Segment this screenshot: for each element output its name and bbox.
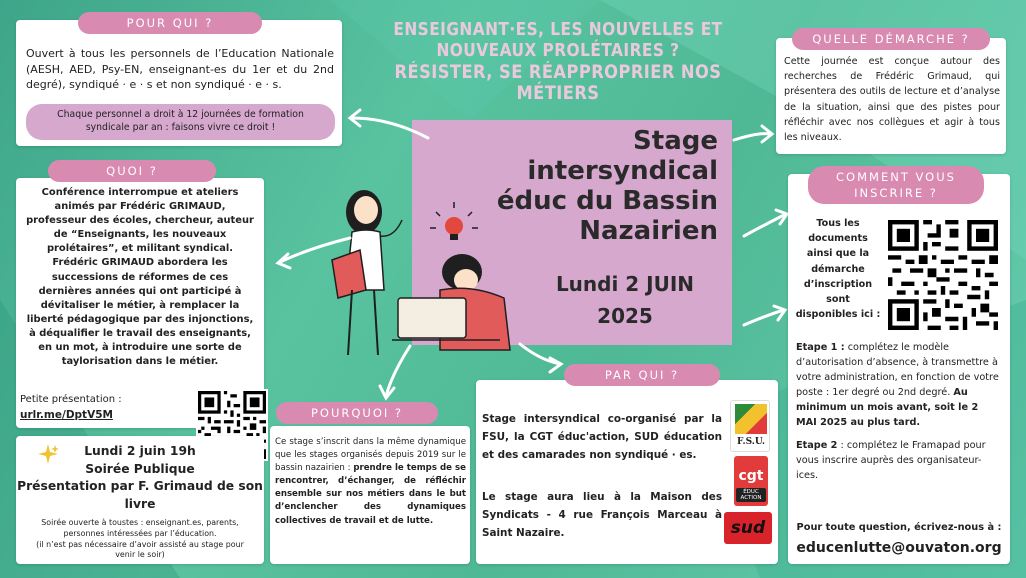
pourquoi-text [275,436,466,528]
quoi-link[interactable]: urlr.me/DptV5M [20,409,113,421]
etape-1-label: Etape 1 : [796,342,845,353]
etape-1 [796,340,1002,430]
pourquoi-label: POURQUOI ? [276,402,438,424]
inscrire-docs-line-7: disponibles ici : [795,309,881,321]
soiree-title-line-4: livre [124,496,156,511]
soiree-text-line-4: venir le soir) [115,550,165,560]
cgt-logo-text: cgt [738,468,764,484]
pour-qui-card [16,20,342,146]
stage-date-line-1: Lundi 2 JUIN [555,272,695,296]
soiree-title-line-1: Lundi 2 juin 19h [84,444,196,458]
soiree-text-line-2: personnes intéressées par l’éducation. [63,528,217,538]
etape-2 [796,438,1002,483]
inscrire-docs-line-1: Tous les [816,218,860,229]
center-title-box [412,120,732,345]
headline-line-2: NOUVEAUX PROLÉTAIRES ? [436,41,680,61]
pour-qui-note [26,104,335,140]
soiree-title-line-2: Soirée Publique [85,461,195,476]
demarche-label: QUELLE DÉMARCHE ? [792,28,990,50]
etape-2-text: : complétez le Framapad pour vous inscrire auprès des organisateur-ices. [796,440,986,481]
pour-qui-note-line-1: Chaque personnel a droit à 12 journées de formation [57,109,304,120]
headline [338,20,778,104]
soiree-text-line-1: Soirée ouverte à toustes : enseignant.es, parents, [41,518,239,527]
qr-code-icon [888,220,998,330]
stage-title-line-2: intersyndical [527,156,718,186]
par-qui-card [476,380,778,564]
inscrire-docs-line-2: documents [808,233,868,245]
fsu-logo-mark [735,404,767,434]
stage-date [530,268,720,332]
inscrire-question: Pour toute question, écrivez-nous à : [796,522,1002,533]
headline-line-3: RÉSISTER, SE RÉAPPROPRIER NOS MÉTIERS [394,62,722,104]
inscrire-docs [792,216,884,322]
pourquoi-text-bold: prendre le temps de se rencontrer, d’échanger, de réfléchir ensemble sur nos métiers dans le but d’enclencher des dynamiques collectives de travail et de lutte. [275,463,466,526]
etape-2-label: Etape 2 [796,440,838,451]
inscrire-label [808,166,984,204]
fsu-logo [730,400,770,452]
soiree-text [16,518,264,561]
par-qui-text-1: Stage intersyndical co-organisé par la FSU, la CGT éduc'action, SUD éducation et des camarades non syndiqué · es. [482,413,722,461]
inscrire-docs-line-4: démarche [811,263,865,275]
inscrire-docs-line-5: d’inscription [803,278,873,290]
inscrire-steps [796,340,1002,483]
inscrire-label-line-1: COMMENT VOUS [836,170,956,184]
pour-qui-note-line-2: syndicale par an : faisons vivre ce droit ! [85,122,276,133]
contact-email[interactable]: educenlutte@ouvaton.org [796,540,1002,556]
par-qui-text-2: Le stage aura lieu à la Maison des Syndicats - 4 rue François Marceau à Saint Nazaire. [482,491,722,539]
inscrire-docs-line-3: ainsi que la [806,248,870,260]
demarche-card [776,38,1006,154]
stage-date-line-2: 2025 [597,304,653,328]
cgt-logo-subtext: ÉDUC ACTION [736,488,766,502]
pourquoi-card [270,426,470,564]
etape-1-deadline: Au minimum un mois avant, soit le 2 MAI 2025 au plus tard. [796,387,979,428]
soiree-title [16,443,264,513]
stage-title-line-1: Stage [633,126,718,156]
quoi-label: QUOI ? [48,160,216,182]
demarche-text: Cette journée est conçue autour des recherches de Frédéric Grimaud, qui présentera des outils de lecture et d’analyse de la situation, ainsi que des pistes pour réfléchir avec nos collègues et agir à tous les niveaux. [784,56,1000,144]
inscrire-docs-line-6: sont [826,294,850,306]
etape-1-text: complétez le modèle d’autorisation d’absence, à transmettre à votre administration, en fonction de votre poste : 1er degré ou 2nd degré. [796,342,999,398]
qr-code-inscription[interactable] [884,216,1002,334]
stage-title-line-4: Nazairien [579,216,718,246]
fsu-logo-text: F.S.U. [736,437,766,447]
quoi-presentation: Petite présentation : [20,394,122,405]
headline-line-1: ENSEIGNANT·ES, LES NOUVELLES ET [393,20,723,40]
pour-qui-label: POUR QUI ? [78,12,262,34]
soiree-card [16,436,264,564]
soiree-title-line-3: Présentation par F. Grimaud de son [17,479,263,493]
stage-title-line-3: éduc du Bassin [496,186,718,216]
pour-qui-text: Ouvert à tous les personnels de l’Education Nationale (AESH, AED, Psy-EN, enseignant-es du 1er et du 2nd degré), syndiqué · e · s et non syndiqué · e · s. [26,47,334,91]
inscrire-label-line-2: INSCRIRE ? [854,186,938,200]
soiree-text-line-3: (il n’est pas nécessaire d’avoir assisté au stage pour [36,539,244,549]
par-qui-label: PAR QUI ? [564,364,720,386]
sud-logo [724,512,772,544]
quoi-text: Conférence interrompue et ateliers animés par Frédéric GRIMAUD, professeur des écoles, chercheur, auteur de “Enseignants, les nouveaux prolétaires”, et militant syndical. Frédéric GRIMAUD abordera les successions de réformes de ces dernières années qui ont participé à dévitaliser le métier, à remplacer la liberté pédagogique par des injonctions, à déqualifier le travail des enseignants, en un mot, à introduire une sorte de taylorisation dans le métier. [26,187,254,368]
stage-title [497,126,718,246]
cgt-logo [734,456,768,506]
sud-logo-text: sud [730,518,766,538]
pourquoi-text-plain: Ce stage s’inscrit dans la même dynamique que les stages organisés depuis 2019 sur le bassin nazairien : [275,437,466,474]
